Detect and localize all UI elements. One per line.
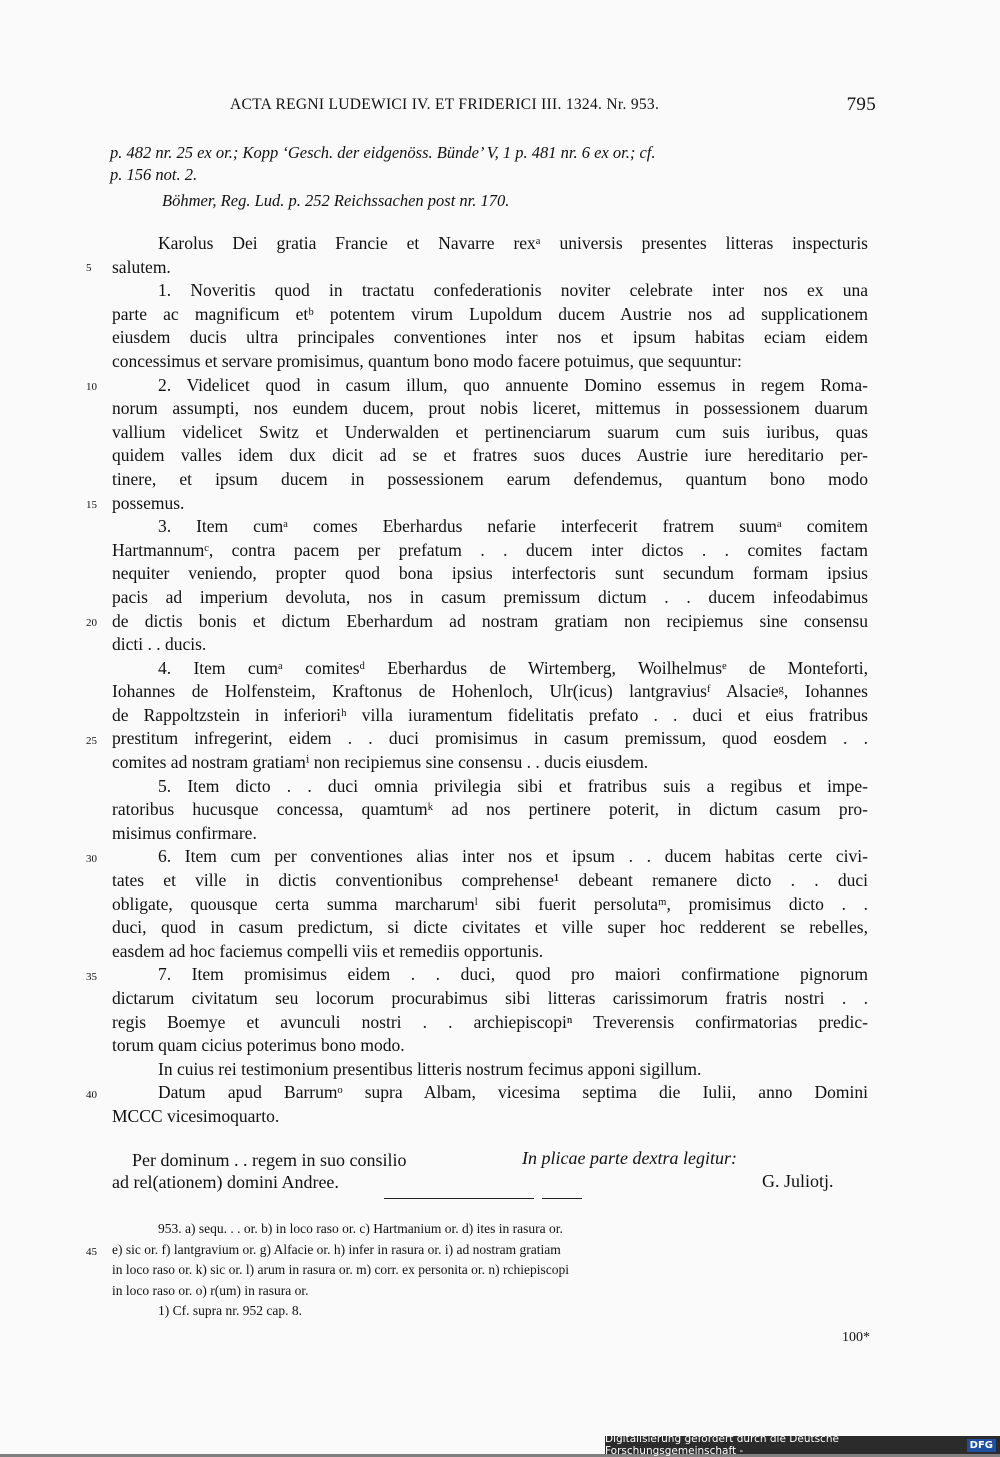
- source-line-1: p. 482 nr. 25 ex or.; Kopp ‘Gesch. der eidgenöss. Bünde’ V, 1 p. 481 nr. 6 ex or.; cf.: [110, 143, 656, 162]
- text-line: 3. Item cumᵃ comes Eberhardus nefarie interfecerit fratrem suumᵃ comitem: [158, 516, 868, 537]
- text-line: misimus confirmare.: [112, 822, 257, 843]
- text-line: Iohannes de Holfensteim, Kraftonus de Hohenloch, Ulr(icus) lantgraviusᶠ Alsacieᵍ, Iohannes: [112, 681, 868, 702]
- dfg-logo: DFG: [967, 1439, 996, 1452]
- text-line: nequiter veniendo, propter quod bona ipsius interfectoris sunt secundum formam ipsius: [112, 563, 868, 584]
- footer-bar: [605, 1433, 1000, 1457]
- text-line: torum quam cicius poterimus bono modo.: [112, 1035, 405, 1056]
- text-line: tates et ville in dictis conventionibus comprehense¹ debeant remanere dicto . . duci: [112, 870, 868, 891]
- signature-line-2: ad rel(ationem) domini Andree.: [112, 1172, 339, 1192]
- text-line: easdem ad hoc faciemus compelli viis et remediis opportunis.: [112, 940, 544, 961]
- note-line: in loco raso or. k) sic or. l) arum in rasura or. m) corr. ex personita or. n) rchiepiscopi: [112, 1262, 570, 1277]
- text-line: concessimus et servare promisimus, quantum bono modo facere potuimus, que sequuntur:: [112, 350, 742, 371]
- critical-apparatus: [112, 1219, 868, 1322]
- text-line: quidem valles idem dux dicit ad se et fratres suos duces Austrie iure hereditario per-: [112, 445, 868, 466]
- line-number: 40: [86, 1089, 97, 1101]
- text-line: comites ad nostram gratiamⁱ non recipiemus sine consensu . . ducis eiusdem.: [112, 752, 649, 773]
- text-line: Datum apud Barrumᵒ supra Albam, vicesima septima die Iulii, anno Domini: [158, 1082, 868, 1103]
- text-line: Hartmannumᶜ, contra pacem per prefatum . . ducem inter dictos . . comites factam: [112, 539, 868, 560]
- text-line: duci, quod in casum predictum, si dicte civitates et ville super hoc redderent se rebelles,: [112, 917, 868, 938]
- text-line: 5. Item dicto . . duci omnia privilegia sibi et fratribus suis a regibus et impe-: [158, 775, 868, 796]
- text-line: In cuius rei testimonium presentibus litteris nostrum fecimus apponi sigillum.: [158, 1058, 702, 1079]
- text-line: Karolus Dei gratia Francie et Navarre rexᵃ universis presentes litteras inspecturis: [158, 233, 868, 253]
- signature-line-1: Per dominum . . regem in suo consilio: [132, 1150, 407, 1170]
- source-line-3: Böhmer, Reg. Lud. p. 252 Reichssachen post nr. 170.: [162, 191, 510, 210]
- sheet-mark: 100*: [842, 1330, 870, 1345]
- text-line: pacis ad imperium devoluta, nos in casum premissum dictum . . ducem infeodabimus: [112, 586, 868, 607]
- note-line: 1) Cf. supra nr. 952 cap. 8.: [158, 1303, 302, 1318]
- text-line: dictarum civitatum seu locorum procurabimus sibi litteras carissimorum fratris nostri . .: [112, 988, 868, 1008]
- note-line: in loco raso or. o) r(um) in rasura or.: [112, 1282, 309, 1298]
- running-title: ACTA REGNI LUDEWICI IV. ET FRIDERICI III. 1324. Nr. 953.: [230, 96, 660, 113]
- text-line: obligate, quousque certa summa marcharumˡ sibi fuerit persolutaᵐ, promisimus dicto . .: [112, 893, 868, 914]
- line-number: 25: [86, 735, 97, 747]
- line-number: 10: [86, 381, 97, 393]
- text-line: de Rappoltzstein in inferioriʰ villa iuramentum fidelitatis prefato . . duci et eius fratribus: [112, 704, 868, 725]
- text-line: 7. Item promisimus eidem . . duci, quod pro maiori confirmatione pignorum: [158, 964, 868, 985]
- text-line: ratoribus hucusque concessa, quamtumᵏ ad nos pertinere poterit, in dictum casum pro-: [112, 799, 868, 820]
- line-number: 30: [86, 853, 97, 865]
- text-line: de dictis bonis et dictum Eberhardum ad nostram gratiam non recipiemus sine consensu: [112, 610, 868, 631]
- text-line: salutem.: [112, 256, 171, 277]
- text-line: tinere, et ipsum ducem in possessionem earum defendemus, quantum bono modo: [112, 468, 868, 489]
- line-number: 5: [86, 262, 92, 274]
- note-line: 953. a) sequ. . . or. b) in loco raso or. c) Hartmanium or. d) ites in rasura or.: [158, 1221, 563, 1236]
- page-number: 795: [846, 94, 876, 115]
- text-line: 2. Videlicet quod in casum illum, quo annuente Domino essemus in regem Roma-: [158, 374, 868, 395]
- line-number: 45: [86, 1246, 97, 1258]
- text-line: 4. Item cumᵃ comitesᵈ Eberhardus de Wirtemberg, Woilhelmusᵉ de Monteforti,: [158, 657, 868, 678]
- text-line: regis Boemye et avunculi nostri . . archiepiscopiⁿ Treverensis confirmatorias predic-: [112, 1011, 868, 1032]
- text-line: parte ac magnificum etᵇ potentem virum Lupoldum ducem Austrie nos ad supplicationem: [112, 303, 868, 324]
- text-line: 1. Noveritis quod in tractatu confederationis noviter celebrate inter nos ex una: [158, 280, 868, 301]
- line-number: 15: [86, 499, 97, 511]
- notary-name: G. Juliotj.: [762, 1171, 834, 1191]
- charter-text: [112, 232, 868, 1129]
- text-line: prestitum infregerint, eidem . . duci promisimus in casum premissum, quod eosdem . .: [112, 728, 868, 749]
- separator-rule-short: [542, 1198, 582, 1199]
- text-line: MCCC vicesimoquarto.: [112, 1105, 280, 1126]
- text-line: possemus.: [112, 492, 185, 513]
- line-number: 35: [86, 971, 97, 983]
- footer-text: Digitalisierung gefördert durch die Deutsche Forschungsgemeinschaft -: [605, 1433, 839, 1457]
- text-line: vallium videlicet Switz et Underwalden et pertinenciarum suarum cum suis iuribus, quas: [112, 421, 868, 442]
- text-line: norum assumpti, nos eundem ducem, prout nobis liceret, mittemus in possessionem duarum: [112, 398, 868, 419]
- plica-note: In plicae parte dextra legitur:: [522, 1148, 737, 1168]
- separator-rule: [384, 1198, 534, 1199]
- text-line: eiusdem ducis ultra principales conventiones inter nos et ipsum habitas eciam eidem: [112, 327, 868, 348]
- text-line: dicti . . ducis.: [112, 634, 207, 655]
- note-line: e) sic or. f) lantgravium or. g) Alfacie or. h) infer in rasura or. i) ad nostram gratiam: [112, 1241, 561, 1257]
- running-header: [110, 94, 876, 118]
- text-line: 6. Item cum per conventiones alias inter nos et ipsum . . ducem habitas certe civi-: [158, 846, 868, 867]
- line-number: 20: [86, 617, 97, 629]
- source-line-2: p. 156 not. 2.: [110, 165, 198, 184]
